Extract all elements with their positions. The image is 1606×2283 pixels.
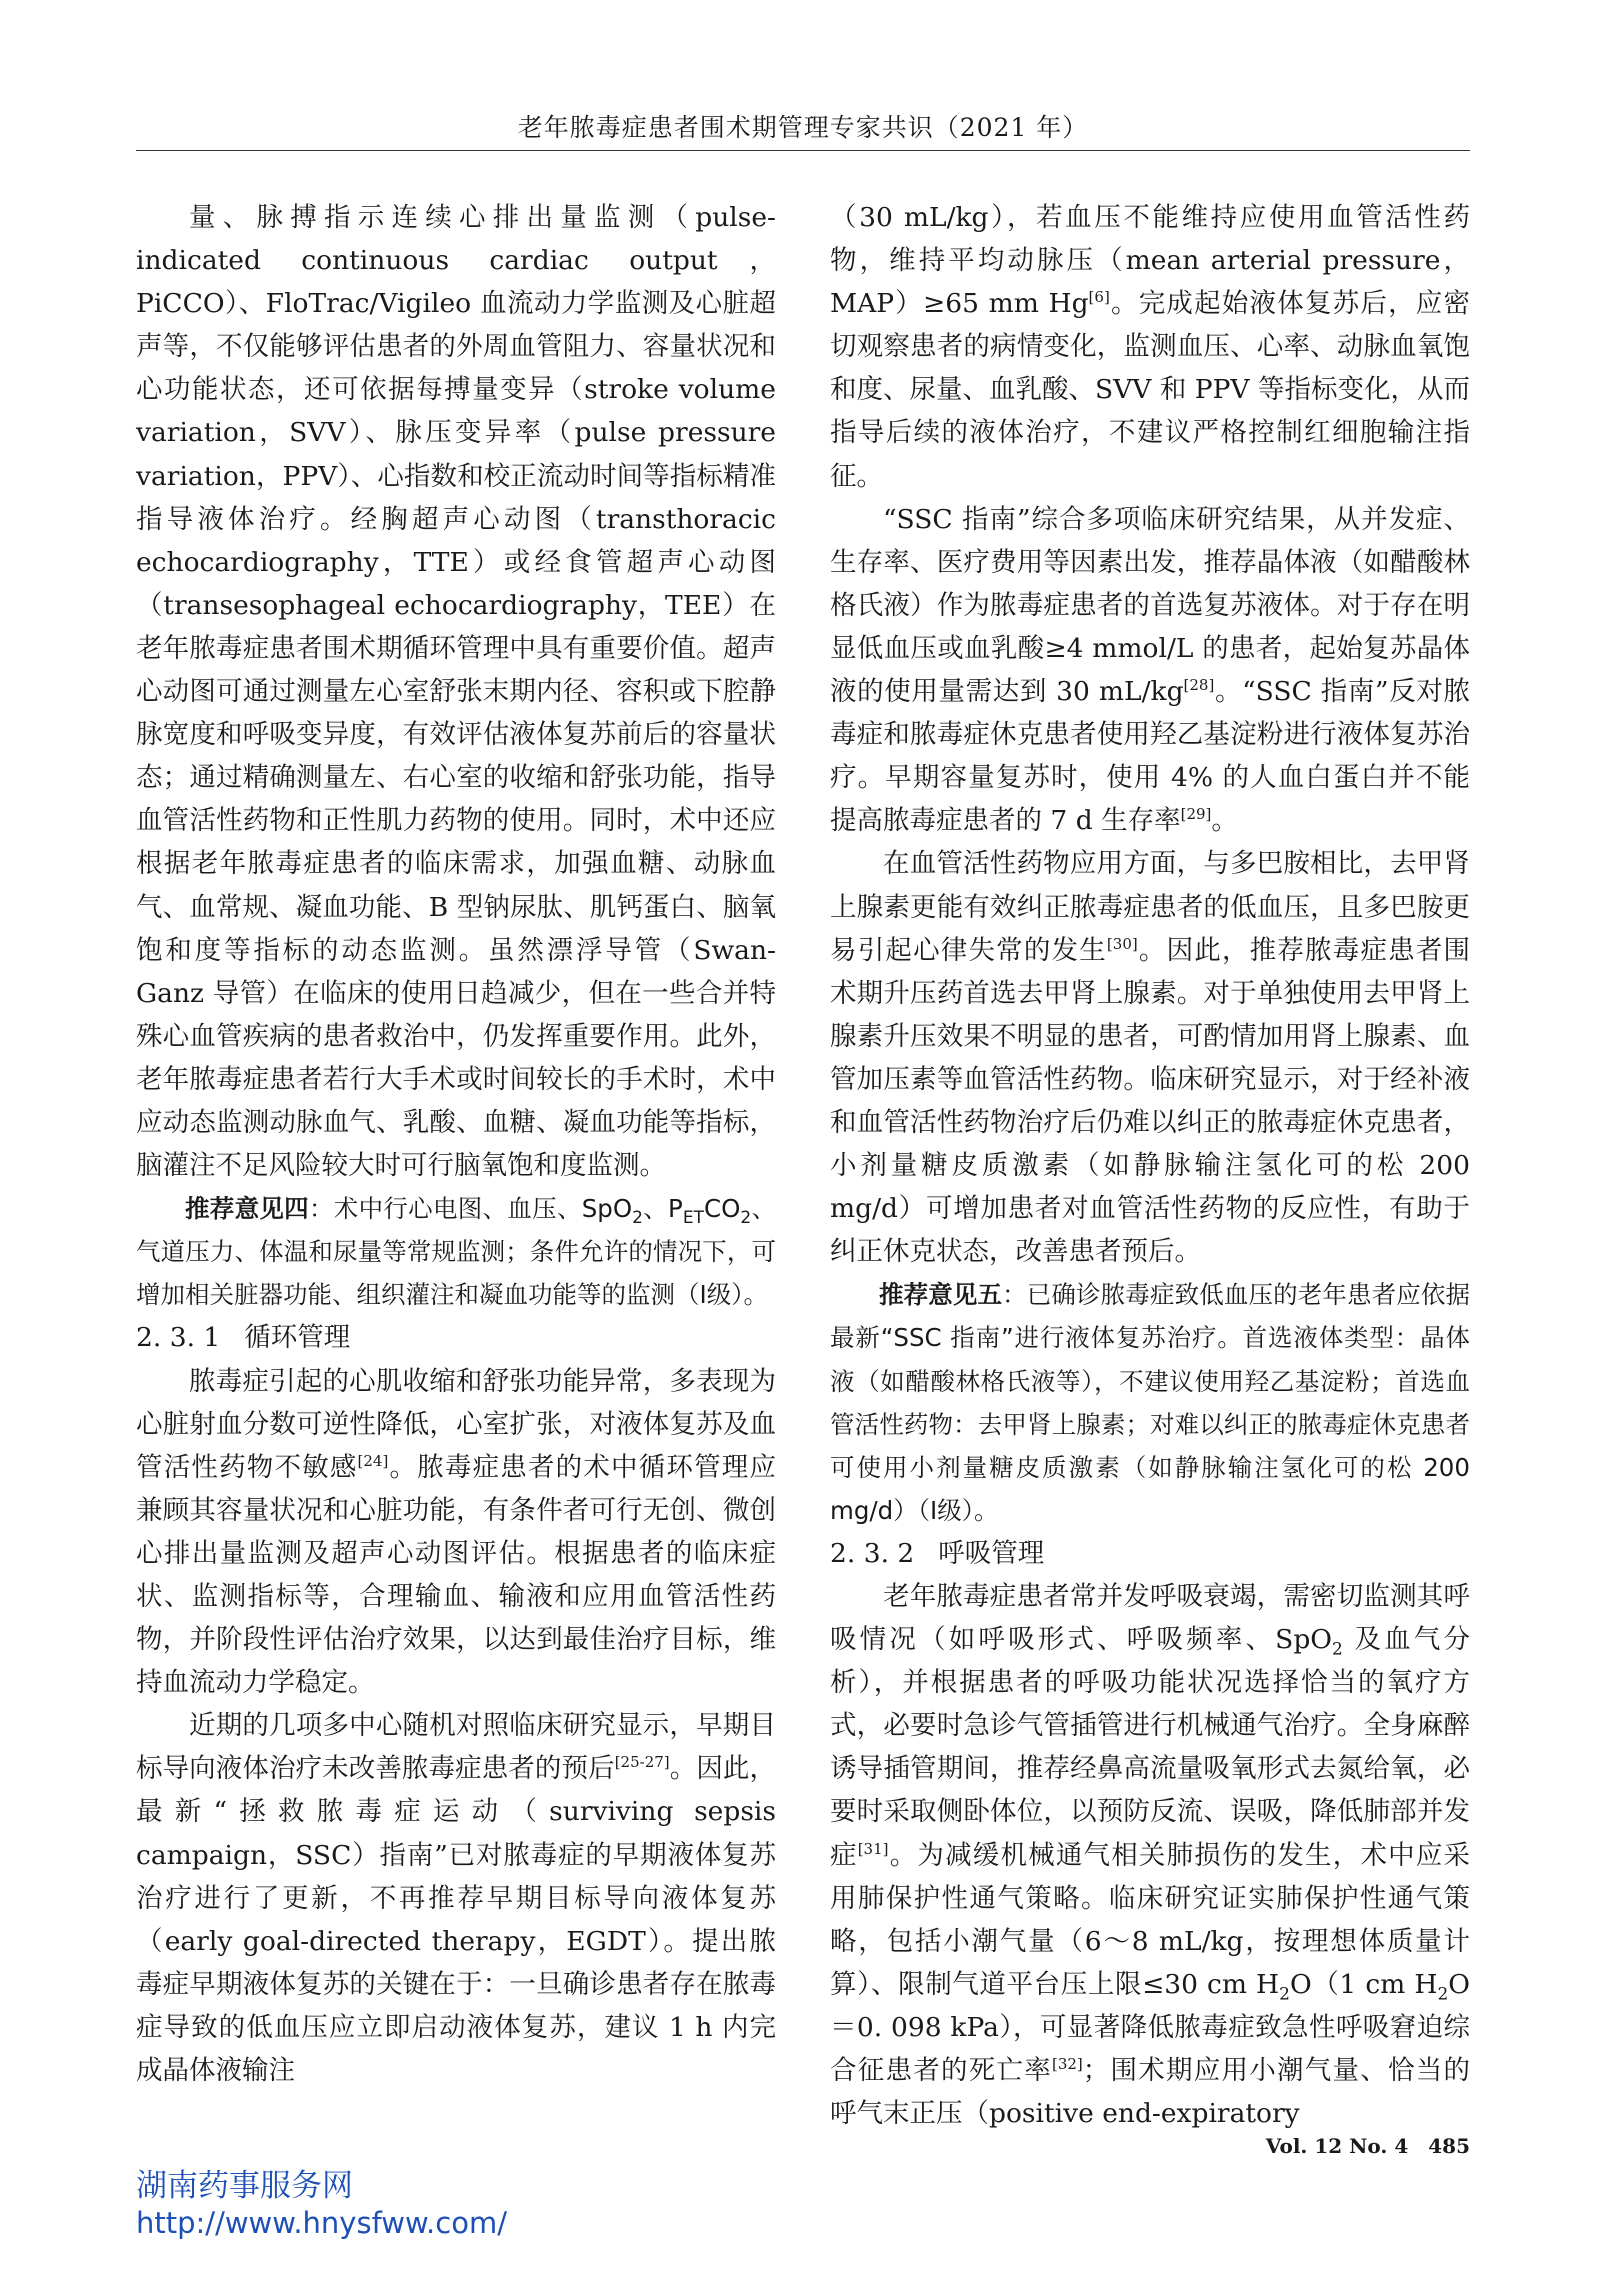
left-column [136,196,776,2092]
body-paragraph: 在血管活性药物应用方面，与多巴胺相比，去甲肾上腺素更能有效纠正脓毒症患者的低血压，且多巴胺更易引起心律失常的发生[30]。因此，推荐脓毒症患者围术期升压药首选去甲肾上腺素。对于单独使用去甲肾上腺素升压效果不明显的患者，可酌情加用肾上腺素、血管加压素等血管活性药物。临床研究显示，对于经补液和血管活性药物治疗后仍难以纠正的脓毒症休克患者，小剂量糖皮质激素（如静脉输注氢化可的松 200 mg/d）可增加患者对血管活性药物的反应性，有助于纠正休克状态，改善患者预后。 [830,848,1471,1268]
body-paragraph: 近期的几项多中心随机对照临床研究显示，早期目标导向液体治疗未改善脓毒症患者的预后[25-27]。因此，最新“拯救脓毒症运动（surviving sepsis campaign，SSC）指南”已对脓毒症的早期液体复苏治疗进行了更新，不再推荐早期目标导向液体复苏（early goal-directed therapy，EGDT）。提出脓毒症早期液体复苏的关键在于：一旦确诊患者存在脓毒症导致的低血压应立即启动液体复苏，建议 1 h 内完成晶体液输注 [136,1710,777,2087]
recommendation-box: 推荐意见四：术中行心电图、血压、SpO$_2$、$P_{ET}CO_2$、气道压力、体温和尿量等常规监测；条件允许的情况下，可增加相关脏器功能、组织灌注和凝血功能等的监测（Ⅰ级）。 [136,1194,777,1310]
body-paragraph: （30 mL/kg），若血压不能维持应使用血管活性药物，维持平均动脉压（mean arterial pressure，MAP）≥65 mm Hg[6]。完成起始液体复苏后，应密切观察患者的病情变化，监测血压、心率、动脉血氧饱和度、尿量、血乳酸、SVV 和 PPV 等指标变化，从而指导后续的液体治疗，不建议严格控制红细胞输注指征。 [830,202,1470,492]
section-heading [830,1532,1470,1575]
body-paragraph: 脓毒症引起的心肌收缩和舒张功能异常，多表现为心脏射血分数可逆性降低，心室扩张，对液体复苏及血管活性药物不敏感[24]。脓毒症患者的术中循环管理应兼顾其容量状况和心脏功能，有条件者可行无创、微创心排出量监测及超声心动图评估。根据患者的临床症状、监测指标等，合理输血、输液和应用血管活性药物，并阶段性评估治疗效果，以达到最佳治疗目标，维持血流动力学稳定。 [136,1365,777,1699]
body-paragraph: 量、脉搏指示连续心排出量监测（pulse-indicated continuous cardiac output，PiCCO）、FloTrac/Vigileo 血流动力学监测及心脏超声等，不仅能够评估患者的外周血管阻力、容量状况和心功能状态，还可依据每搏量变异（stroke volume variation，SVV）、脉压变异率（pulse pressure variation，PPV）、心指数和校正流动时间等指标精准指导液体治疗。经胸超声心动图（transthoracic echocardiography，TTE）或经食管超声心动图（transesophageal echocardiography，TEE）在老年脓毒症患者围术期循环管理中具有重要价值。超声心动图可通过测量左心室舒张末期内径、容积或下腔静脉宽度和呼吸变异度，有效评估液体复苏前后的容量状态；通过精确测量左、右心室的收缩和舒张功能，指导血管活性药物和正性肌力药物的使用。同时，术中还应根据老年脓毒症患者的临床需求，加强血糖、动脉血气、血常规、凝血功能、B 型钠尿肽、肌钙蛋白、脑氧饱和度等指标的动态监测。虽然漂浮导管（Swan-Ganz 导管）在临床的使用日趋减少，但在一些合并特殊心血管疾病的患者救治中，仍发挥重要作用。此外，老年脓毒症患者若行大手术或时间较长的手术时，术中应动态监测动脉血气、乳酸、血糖、凝血功能等指标，脑灌注不足风险较大时可行脑氧饱和度监测。 [136,202,776,1182]
body-paragraph: “SSC 指南”综合多项临床研究结果，从并发症、生存率、医疗费用等因素出发，推荐晶体液（如醋酸林格氏液）作为脓毒症患者的首选复苏液体。对于存在明显低血压或血乳酸≥4 mmol/L 的患者，起始复苏晶体液的使用量需达到 30 mL/kg[28]。“SSC 指南”反对脓毒症和脓毒症休克患者使用羟乙基淀粉进行液体复苏治疗。早期容量复苏时，使用 4% 的人血白蛋白并不能提高脓毒症患者的 7 d 生存率[29]。 [830,503,1470,837]
section-number: 2. 3. 1 [136,1322,221,1354]
section-title: 循环管理 [244,1322,351,1354]
watermark-url: http://www.hnysfww.com/ [136,2206,507,2240]
running-header: 老年脓毒症患者围术期管理专家共识（2021 年） [517,113,1089,142]
section-heading [136,1316,776,1359]
section-number: 2. 3. 2 [830,1537,915,1569]
section-title: 呼吸管理 [938,1537,1045,1569]
recommendation-box: 推荐意见五：已确诊脓毒症致低血压的老年患者应依据最新“SSC 指南”进行液体复苏治疗。首选液体类型：晶体液（如醋酸林格氏液等），不建议使用羟乙基淀粉；首选血管活性药物：去甲肾上腺素；对难以纠正的脓毒症休克患者可使用小剂量糖皮质激素（如静脉输注氢化可的松 200 mg/d）（Ⅰ级）。 [830,1280,1471,1525]
right-column [830,196,1470,2135]
watermark-site-name: 湖南药事服务网 [136,2168,353,2204]
header-rule [136,150,1470,151]
body-paragraph: 老年脓毒症患者常并发呼吸衰竭，需密切监测其呼吸情况（如呼吸形式、呼吸频率、SpO$_2$ 及血气分析），并根据患者的呼吸功能状况选择恰当的氧疗方式，必要时急诊气管插管进行机械通气治疗。全身麻醉诱导插管期间，推荐经鼻高流量吸氧形式去氮给氧，必要时采取侧卧体位，以预防反流、误吸，降低肺部并发症[31]。为减缓机械通气相关肺损伤的发生，术中应采用肺保护性通气策略。临床研究证实肺保护性通气策略，包括小潮气量（6～8 mL/kg，按理想体质量计算）、限制气道平台压上限≤30 cm $H_2O(1$ cm $H_2O=0$. 098 kPa），可显著降低脓毒症致急性呼吸窘迫综合征患者的死亡率[32]；围术期应用小潮气量、恰当的呼气末正压（positive end-expiratory [830,1581,1471,2130]
volume-page-number: Vol. 12 No. 4 485 [1265,2134,1470,2158]
